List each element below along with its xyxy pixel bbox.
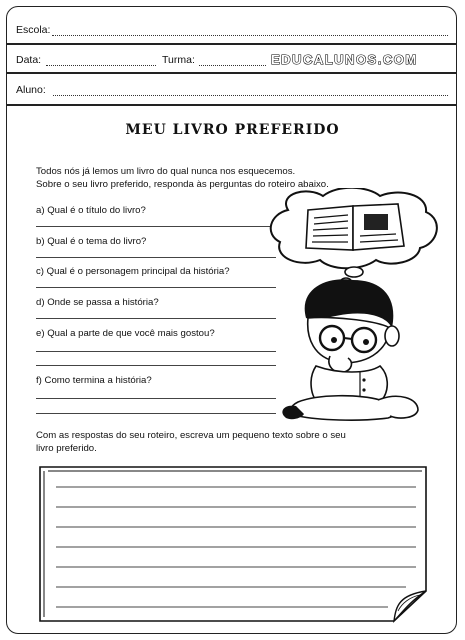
school-label: Escola: [16, 24, 51, 36]
date-field[interactable] [46, 65, 156, 66]
page-title: MEU LIVRO PREFERIDO [125, 122, 340, 138]
answer-line-e1[interactable] [36, 351, 276, 352]
question-b: b) Qual é o tema do livro? [36, 236, 147, 247]
question-d: d) Onde se passa a história? [36, 297, 159, 308]
answer-line-f2[interactable] [36, 413, 276, 414]
answer-line-f1[interactable] [36, 398, 276, 399]
school-field[interactable] [52, 35, 448, 36]
answer-line-b[interactable] [36, 257, 276, 258]
intro-line: Sobre o seu livro preferido, responda às perguntas do roteiro abaixo. [36, 178, 329, 190]
outro-line: livro preferido. [36, 442, 97, 454]
intro-line: Todos nós já lemos um livro do qual nunca nos esquecemos. [36, 166, 296, 177]
header-divider-2 [6, 72, 457, 74]
class-label: Turma: [162, 54, 195, 66]
brand-logo: EDUCALUNOS.COM [271, 52, 418, 67]
question-c: c) Qual é o personagem principal da história? [36, 266, 230, 277]
header-divider-3 [6, 104, 457, 106]
question-f: f) Como termina a história? [36, 375, 152, 386]
answer-line-d[interactable] [36, 318, 276, 319]
header-divider-1 [6, 43, 457, 45]
answer-line-e2[interactable] [36, 365, 276, 366]
date-label: Data: [16, 54, 42, 66]
outro-line: Com as respostas do seu roteiro, escreva um pequeno texto sobre o seu [36, 430, 346, 441]
open-book-icon [306, 204, 404, 250]
student-field[interactable] [53, 95, 448, 96]
thinking-boy-illustration [268, 188, 448, 423]
writing-area[interactable] [36, 463, 434, 625]
answer-line-c[interactable] [36, 287, 276, 288]
thinking-boy-icon [282, 279, 418, 420]
question-e: e) Qual a parte de que você mais gostou? [36, 328, 215, 339]
class-field[interactable] [199, 65, 266, 66]
answer-line-a[interactable] [36, 226, 276, 227]
question-a: a) Qual é o título do livro? [36, 205, 146, 216]
outro-text [36, 430, 446, 455]
student-label: Aluno: [16, 84, 46, 96]
